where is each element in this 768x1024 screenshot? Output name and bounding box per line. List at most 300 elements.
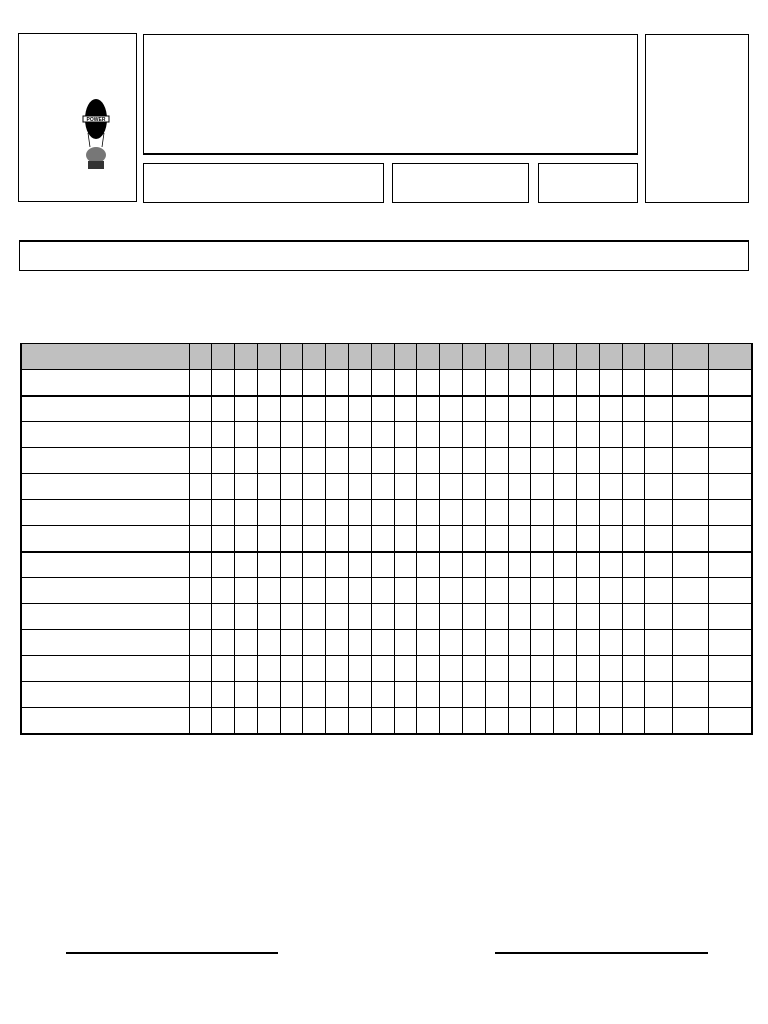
name-cell[interactable]	[21, 526, 189, 552]
day-cell[interactable]	[257, 370, 280, 396]
day-cell[interactable]	[235, 526, 258, 552]
day-cell[interactable]	[622, 474, 645, 500]
day-cell[interactable]	[440, 604, 463, 630]
day-cell[interactable]	[577, 630, 600, 656]
day-cell[interactable]	[485, 500, 508, 526]
day-cell[interactable]	[463, 500, 486, 526]
day-cell[interactable]	[622, 396, 645, 422]
day-cell[interactable]	[235, 604, 258, 630]
day-cell[interactable]	[577, 396, 600, 422]
day-cell[interactable]	[531, 448, 554, 474]
day-cell[interactable]	[554, 422, 577, 448]
day-cell[interactable]	[599, 656, 622, 682]
day-cell[interactable]	[508, 578, 531, 604]
day-cell[interactable]	[599, 682, 622, 708]
day-cell[interactable]	[622, 526, 645, 552]
day-cell[interactable]	[349, 578, 372, 604]
day-cell[interactable]	[577, 474, 600, 500]
day-cell[interactable]	[577, 500, 600, 526]
day-cell[interactable]	[554, 448, 577, 474]
day-cell[interactable]	[349, 682, 372, 708]
day-cell[interactable]	[189, 630, 212, 656]
day-cell[interactable]	[257, 474, 280, 500]
day-cell[interactable]	[371, 396, 394, 422]
day-cell[interactable]	[554, 578, 577, 604]
day-cell[interactable]	[235, 630, 258, 656]
day-cell[interactable]	[417, 630, 440, 656]
day-cell[interactable]	[599, 526, 622, 552]
day-cell[interactable]	[303, 396, 326, 422]
day-cell[interactable]	[303, 526, 326, 552]
total-cell[interactable]	[645, 422, 673, 448]
day-cell[interactable]	[235, 396, 258, 422]
day-cell[interactable]	[326, 708, 349, 734]
day-cell[interactable]	[349, 396, 372, 422]
day-cell[interactable]	[622, 448, 645, 474]
day-cell[interactable]	[577, 448, 600, 474]
day-cell[interactable]	[417, 422, 440, 448]
total-cell[interactable]	[709, 370, 752, 396]
total-cell[interactable]	[709, 500, 752, 526]
day-cell[interactable]	[303, 604, 326, 630]
day-cell[interactable]	[440, 448, 463, 474]
day-cell[interactable]	[440, 630, 463, 656]
total-cell[interactable]	[673, 682, 709, 708]
day-cell[interactable]	[326, 604, 349, 630]
total-cell[interactable]	[645, 630, 673, 656]
day-cell[interactable]	[280, 708, 303, 734]
total-cell[interactable]	[645, 656, 673, 682]
total-cell[interactable]	[645, 474, 673, 500]
name-cell[interactable]	[21, 370, 189, 396]
day-cell[interactable]	[440, 552, 463, 578]
day-cell[interactable]	[257, 448, 280, 474]
day-cell[interactable]	[326, 500, 349, 526]
day-cell[interactable]	[554, 370, 577, 396]
total-cell[interactable]	[673, 370, 709, 396]
day-cell[interactable]	[554, 552, 577, 578]
day-cell[interactable]	[212, 604, 235, 630]
day-cell[interactable]	[485, 578, 508, 604]
day-cell[interactable]	[531, 708, 554, 734]
day-cell[interactable]	[485, 396, 508, 422]
day-cell[interactable]	[531, 500, 554, 526]
day-cell[interactable]	[531, 526, 554, 552]
day-cell[interactable]	[303, 370, 326, 396]
name-cell[interactable]	[21, 552, 189, 578]
day-cell[interactable]	[622, 708, 645, 734]
total-cell[interactable]	[709, 448, 752, 474]
day-cell[interactable]	[531, 578, 554, 604]
day-cell[interactable]	[508, 500, 531, 526]
day-cell[interactable]	[326, 656, 349, 682]
day-cell[interactable]	[554, 604, 577, 630]
day-cell[interactable]	[303, 474, 326, 500]
day-cell[interactable]	[189, 604, 212, 630]
day-cell[interactable]	[577, 682, 600, 708]
day-cell[interactable]	[189, 578, 212, 604]
day-cell[interactable]	[508, 526, 531, 552]
day-cell[interactable]	[371, 474, 394, 500]
day-cell[interactable]	[599, 552, 622, 578]
day-cell[interactable]	[371, 578, 394, 604]
day-cell[interactable]	[371, 708, 394, 734]
day-cell[interactable]	[212, 526, 235, 552]
day-cell[interactable]	[235, 422, 258, 448]
day-cell[interactable]	[508, 370, 531, 396]
day-cell[interactable]	[394, 526, 417, 552]
day-cell[interactable]	[554, 708, 577, 734]
day-cell[interactable]	[349, 552, 372, 578]
name-cell[interactable]	[21, 396, 189, 422]
total-cell[interactable]	[709, 604, 752, 630]
day-cell[interactable]	[554, 656, 577, 682]
day-cell[interactable]	[394, 474, 417, 500]
total-cell[interactable]	[673, 474, 709, 500]
total-cell[interactable]	[709, 708, 752, 734]
day-cell[interactable]	[326, 552, 349, 578]
day-cell[interactable]	[622, 604, 645, 630]
day-cell[interactable]	[257, 604, 280, 630]
name-cell[interactable]	[21, 500, 189, 526]
day-cell[interactable]	[280, 656, 303, 682]
day-cell[interactable]	[212, 448, 235, 474]
day-cell[interactable]	[212, 656, 235, 682]
day-cell[interactable]	[349, 474, 372, 500]
day-cell[interactable]	[463, 526, 486, 552]
day-cell[interactable]	[189, 708, 212, 734]
day-cell[interactable]	[531, 422, 554, 448]
day-cell[interactable]	[371, 422, 394, 448]
day-cell[interactable]	[417, 500, 440, 526]
day-cell[interactable]	[508, 604, 531, 630]
day-cell[interactable]	[599, 422, 622, 448]
day-cell[interactable]	[394, 448, 417, 474]
day-cell[interactable]	[394, 708, 417, 734]
day-cell[interactable]	[212, 552, 235, 578]
day-cell[interactable]	[235, 370, 258, 396]
day-cell[interactable]	[257, 552, 280, 578]
day-cell[interactable]	[485, 630, 508, 656]
day-cell[interactable]	[326, 396, 349, 422]
day-cell[interactable]	[280, 552, 303, 578]
day-cell[interactable]	[508, 448, 531, 474]
total-cell[interactable]	[673, 500, 709, 526]
day-cell[interactable]	[189, 682, 212, 708]
day-cell[interactable]	[463, 370, 486, 396]
day-cell[interactable]	[326, 422, 349, 448]
day-cell[interactable]	[440, 422, 463, 448]
day-cell[interactable]	[485, 526, 508, 552]
day-cell[interactable]	[326, 526, 349, 552]
name-cell[interactable]	[21, 630, 189, 656]
day-cell[interactable]	[554, 526, 577, 552]
day-cell[interactable]	[212, 370, 235, 396]
day-cell[interactable]	[508, 422, 531, 448]
day-cell[interactable]	[257, 708, 280, 734]
header-field-3[interactable]	[538, 163, 638, 203]
side-box[interactable]	[645, 34, 749, 203]
day-cell[interactable]	[508, 474, 531, 500]
day-cell[interactable]	[485, 604, 508, 630]
day-cell[interactable]	[257, 656, 280, 682]
day-cell[interactable]	[417, 656, 440, 682]
day-cell[interactable]	[440, 682, 463, 708]
day-cell[interactable]	[440, 370, 463, 396]
total-cell[interactable]	[673, 552, 709, 578]
day-cell[interactable]	[303, 578, 326, 604]
day-cell[interactable]	[371, 682, 394, 708]
total-cell[interactable]	[709, 396, 752, 422]
total-cell[interactable]	[645, 578, 673, 604]
day-cell[interactable]	[303, 708, 326, 734]
day-cell[interactable]	[394, 552, 417, 578]
day-cell[interactable]	[326, 474, 349, 500]
day-cell[interactable]	[235, 448, 258, 474]
total-cell[interactable]	[645, 448, 673, 474]
day-cell[interactable]	[417, 474, 440, 500]
day-cell[interactable]	[235, 708, 258, 734]
day-cell[interactable]	[508, 656, 531, 682]
day-cell[interactable]	[212, 708, 235, 734]
day-cell[interactable]	[349, 604, 372, 630]
day-cell[interactable]	[417, 604, 440, 630]
total-cell[interactable]	[709, 682, 752, 708]
day-cell[interactable]	[554, 500, 577, 526]
day-cell[interactable]	[303, 656, 326, 682]
day-cell[interactable]	[440, 708, 463, 734]
day-cell[interactable]	[417, 396, 440, 422]
day-cell[interactable]	[417, 526, 440, 552]
day-cell[interactable]	[280, 526, 303, 552]
day-cell[interactable]	[554, 630, 577, 656]
day-cell[interactable]	[303, 552, 326, 578]
day-cell[interactable]	[599, 578, 622, 604]
day-cell[interactable]	[212, 422, 235, 448]
day-cell[interactable]	[463, 448, 486, 474]
total-cell[interactable]	[709, 474, 752, 500]
day-cell[interactable]	[235, 682, 258, 708]
day-cell[interactable]	[417, 682, 440, 708]
total-cell[interactable]	[645, 708, 673, 734]
day-cell[interactable]	[371, 370, 394, 396]
day-cell[interactable]	[394, 500, 417, 526]
day-cell[interactable]	[485, 370, 508, 396]
day-cell[interactable]	[485, 448, 508, 474]
day-cell[interactable]	[235, 656, 258, 682]
day-cell[interactable]	[463, 604, 486, 630]
day-cell[interactable]	[577, 526, 600, 552]
day-cell[interactable]	[417, 708, 440, 734]
day-cell[interactable]	[463, 630, 486, 656]
total-cell[interactable]	[709, 630, 752, 656]
day-cell[interactable]	[577, 422, 600, 448]
total-cell[interactable]	[709, 578, 752, 604]
day-cell[interactable]	[508, 708, 531, 734]
day-cell[interactable]	[417, 578, 440, 604]
total-cell[interactable]	[645, 526, 673, 552]
day-cell[interactable]	[189, 656, 212, 682]
day-cell[interactable]	[303, 630, 326, 656]
day-cell[interactable]	[394, 630, 417, 656]
total-cell[interactable]	[709, 422, 752, 448]
day-cell[interactable]	[577, 708, 600, 734]
day-cell[interactable]	[326, 578, 349, 604]
day-cell[interactable]	[531, 552, 554, 578]
day-cell[interactable]	[440, 656, 463, 682]
day-cell[interactable]	[257, 578, 280, 604]
total-cell[interactable]	[673, 526, 709, 552]
day-cell[interactable]	[417, 552, 440, 578]
header-field-1[interactable]	[143, 163, 384, 203]
day-cell[interactable]	[280, 448, 303, 474]
total-cell[interactable]	[645, 682, 673, 708]
total-cell[interactable]	[673, 422, 709, 448]
day-cell[interactable]	[440, 474, 463, 500]
day-cell[interactable]	[212, 578, 235, 604]
day-cell[interactable]	[280, 578, 303, 604]
day-cell[interactable]	[531, 682, 554, 708]
day-cell[interactable]	[508, 552, 531, 578]
day-cell[interactable]	[189, 396, 212, 422]
day-cell[interactable]	[508, 630, 531, 656]
day-cell[interactable]	[417, 370, 440, 396]
day-cell[interactable]	[440, 396, 463, 422]
day-cell[interactable]	[463, 708, 486, 734]
day-cell[interactable]	[622, 500, 645, 526]
day-cell[interactable]	[349, 708, 372, 734]
day-cell[interactable]	[577, 578, 600, 604]
day-cell[interactable]	[349, 370, 372, 396]
day-cell[interactable]	[531, 604, 554, 630]
day-cell[interactable]	[257, 396, 280, 422]
day-cell[interactable]	[463, 396, 486, 422]
total-cell[interactable]	[673, 396, 709, 422]
day-cell[interactable]	[326, 682, 349, 708]
day-cell[interactable]	[622, 552, 645, 578]
day-cell[interactable]	[554, 474, 577, 500]
day-cell[interactable]	[508, 396, 531, 422]
day-cell[interactable]	[531, 656, 554, 682]
day-cell[interactable]	[371, 656, 394, 682]
day-cell[interactable]	[622, 630, 645, 656]
name-cell[interactable]	[21, 656, 189, 682]
day-cell[interactable]	[257, 526, 280, 552]
day-cell[interactable]	[235, 474, 258, 500]
day-cell[interactable]	[440, 578, 463, 604]
day-cell[interactable]	[189, 448, 212, 474]
day-cell[interactable]	[463, 578, 486, 604]
name-cell[interactable]	[21, 682, 189, 708]
day-cell[interactable]	[280, 396, 303, 422]
name-cell[interactable]	[21, 448, 189, 474]
total-cell[interactable]	[709, 526, 752, 552]
day-cell[interactable]	[349, 656, 372, 682]
day-cell[interactable]	[394, 370, 417, 396]
day-cell[interactable]	[531, 630, 554, 656]
day-cell[interactable]	[280, 370, 303, 396]
day-cell[interactable]	[463, 682, 486, 708]
day-cell[interactable]	[326, 630, 349, 656]
total-cell[interactable]	[673, 708, 709, 734]
day-cell[interactable]	[531, 474, 554, 500]
day-cell[interactable]	[485, 474, 508, 500]
day-cell[interactable]	[485, 656, 508, 682]
day-cell[interactable]	[371, 604, 394, 630]
day-cell[interactable]	[303, 422, 326, 448]
day-cell[interactable]	[394, 656, 417, 682]
total-cell[interactable]	[673, 604, 709, 630]
day-cell[interactable]	[463, 656, 486, 682]
day-cell[interactable]	[280, 474, 303, 500]
total-cell[interactable]	[709, 656, 752, 682]
day-cell[interactable]	[303, 682, 326, 708]
day-cell[interactable]	[280, 500, 303, 526]
day-cell[interactable]	[212, 682, 235, 708]
name-cell[interactable]	[21, 474, 189, 500]
day-cell[interactable]	[212, 500, 235, 526]
day-cell[interactable]	[280, 682, 303, 708]
day-cell[interactable]	[212, 630, 235, 656]
total-cell[interactable]	[645, 552, 673, 578]
day-cell[interactable]	[531, 396, 554, 422]
day-cell[interactable]	[508, 682, 531, 708]
day-cell[interactable]	[531, 370, 554, 396]
day-cell[interactable]	[257, 422, 280, 448]
day-cell[interactable]	[394, 682, 417, 708]
day-cell[interactable]	[394, 422, 417, 448]
day-cell[interactable]	[577, 604, 600, 630]
day-cell[interactable]	[189, 370, 212, 396]
day-cell[interactable]	[257, 500, 280, 526]
day-cell[interactable]	[371, 526, 394, 552]
day-cell[interactable]	[394, 578, 417, 604]
day-cell[interactable]	[189, 474, 212, 500]
day-cell[interactable]	[485, 552, 508, 578]
total-cell[interactable]	[645, 604, 673, 630]
day-cell[interactable]	[349, 448, 372, 474]
day-cell[interactable]	[554, 396, 577, 422]
day-cell[interactable]	[235, 552, 258, 578]
day-cell[interactable]	[463, 552, 486, 578]
day-cell[interactable]	[257, 630, 280, 656]
day-cell[interactable]	[622, 656, 645, 682]
total-cell[interactable]	[673, 448, 709, 474]
day-cell[interactable]	[371, 500, 394, 526]
day-cell[interactable]	[189, 422, 212, 448]
day-cell[interactable]	[599, 370, 622, 396]
day-cell[interactable]	[577, 370, 600, 396]
day-cell[interactable]	[417, 448, 440, 474]
day-cell[interactable]	[349, 422, 372, 448]
header-field-2[interactable]	[392, 163, 529, 203]
name-cell[interactable]	[21, 604, 189, 630]
day-cell[interactable]	[326, 448, 349, 474]
day-cell[interactable]	[235, 578, 258, 604]
day-cell[interactable]	[599, 708, 622, 734]
day-cell[interactable]	[280, 422, 303, 448]
total-cell[interactable]	[673, 630, 709, 656]
day-cell[interactable]	[485, 682, 508, 708]
day-cell[interactable]	[257, 682, 280, 708]
total-cell[interactable]	[673, 578, 709, 604]
day-cell[interactable]	[212, 396, 235, 422]
day-cell[interactable]	[349, 526, 372, 552]
day-cell[interactable]	[371, 552, 394, 578]
day-cell[interactable]	[599, 500, 622, 526]
total-cell[interactable]	[709, 552, 752, 578]
day-cell[interactable]	[235, 500, 258, 526]
